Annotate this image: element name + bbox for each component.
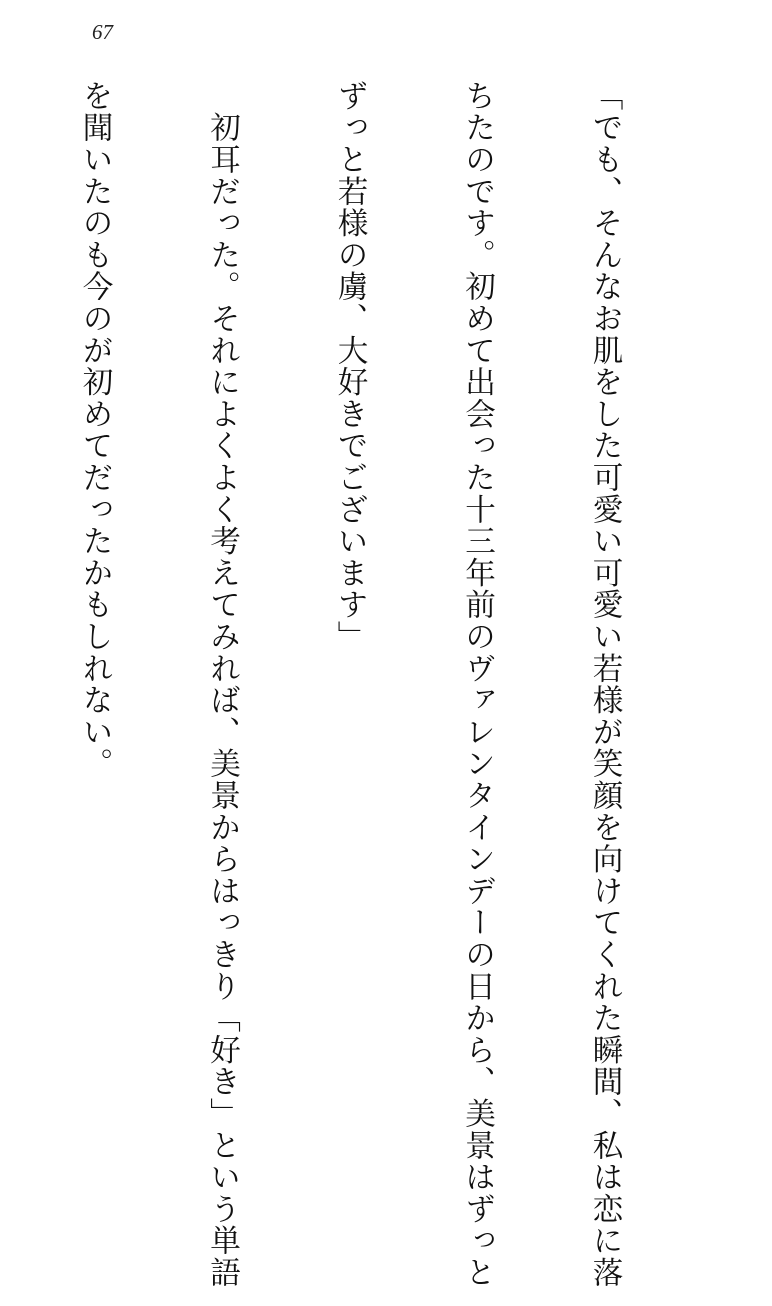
- text-line: 「でも、そんなお肌をした可愛い可愛い若様が笑顔を向けてくれた瞬間、私は恋に落: [587, 80, 622, 1289]
- text-line: 初耳だった。それによくよく考えてみれば、美景からはっきり「好き」という単語: [204, 80, 240, 1289]
- text-line: ずっと若様の虜、大好きでございます」: [332, 80, 367, 653]
- novel-body-text: [0, 80, 710, 1289]
- text-line: ちたのです。初めて出会った十三年前のヴァレンタインデーの日から、美景はずっと: [459, 80, 495, 1289]
- text-line: を聞いたのも今のが初めてだったかもしれない。: [77, 80, 112, 780]
- page-number: 67: [92, 20, 113, 44]
